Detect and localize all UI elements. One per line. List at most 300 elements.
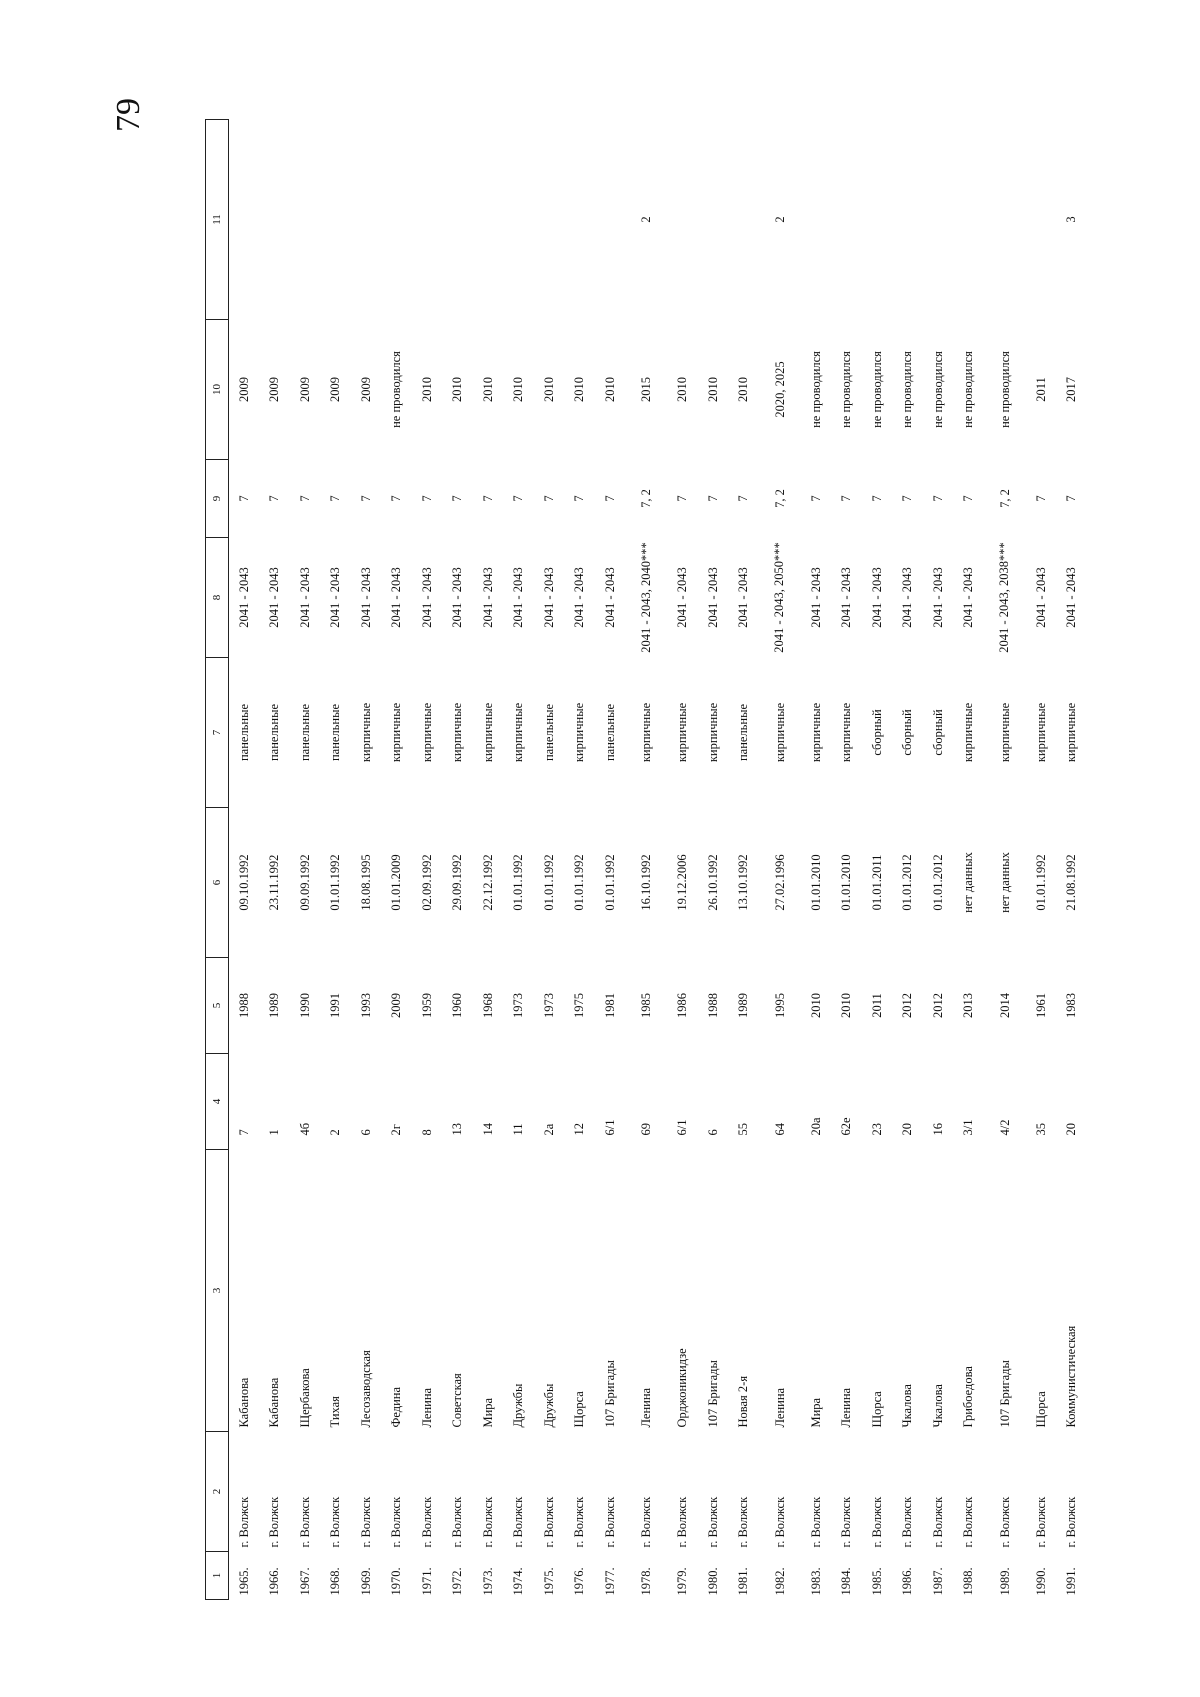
date-cell: нет данных [961,852,976,913]
city-cell: г. Волжск [358,1496,373,1548]
period-cell: 2041 - 2043 [389,567,404,628]
street-cell: Дружбы [511,1383,526,1428]
city-cell: г. Волжск [1033,1496,1048,1548]
date-cell: нет данных [997,852,1012,913]
build-year-cell: 1995 [772,993,787,1018]
table-row [729,120,760,1600]
wall-material-cell: панельные [236,703,251,762]
housing-table-rotated [205,120,1087,1600]
col9-cell: 7 [389,495,404,502]
col11-cell [1026,120,1057,320]
build-year-cell: 2014 [997,993,1012,1018]
date-cell: 26.10.1992 [705,854,720,911]
street-cell: Лесозаводская [358,1350,373,1428]
build-year-cell: 2009 [389,993,404,1018]
col9-cell: 7 [869,495,884,502]
street-cell: Новая 2-я [736,1375,751,1428]
col10-cell: 2009 [328,377,343,402]
city-cell: г. Волжск [930,1496,945,1548]
street-cell: Орджоникидзе [675,1348,690,1428]
date-cell: 01.01.1992 [328,854,343,911]
period-cell: 2041 - 2043 [900,567,915,628]
row-number: 1982. [772,1567,787,1596]
wall-material-cell: кирпичные [639,702,653,763]
row-number: 1988. [961,1567,976,1596]
period-cell: 2041 - 2043 [930,567,945,628]
city-cell: г. Волжск [572,1496,587,1548]
city-cell: г. Волжск [297,1496,312,1548]
col10-cell: не проводился [997,351,1012,428]
table-row [801,120,832,1600]
col11-cell: 3 [1064,216,1079,223]
build-year-cell: 2012 [930,993,945,1018]
col9-cell: 7, 2 [639,489,653,508]
table-row [1057,120,1088,1600]
col9-cell: 7 [419,495,434,502]
house-number-cell: 4б [297,1122,312,1136]
city-cell: г. Волжск [839,1496,854,1548]
house-number-cell: 2г [389,1124,404,1136]
col9-cell: 7 [358,495,373,502]
table-row [382,120,413,1600]
street-cell: Чкалова [930,1384,945,1428]
house-number-cell: 11 [511,1123,526,1136]
period-cell: 2041 - 2043 [736,567,751,628]
date-cell: 18.08.1995 [358,854,373,911]
house-number-cell: 6 [705,1129,720,1136]
street-cell: Тихая [328,1396,343,1428]
col9-cell: 7 [328,495,343,502]
wall-material-cell: кирпичные [839,702,854,763]
house-number-cell: 20а [808,1117,823,1136]
col10-cell: 2010 [705,377,720,402]
build-year-cell: 2013 [961,993,976,1018]
city-cell: г. Волжск [511,1496,526,1548]
house-number-cell: 55 [736,1123,751,1136]
table-row [351,120,382,1600]
table-row [260,120,291,1600]
street-cell: Кабанова [236,1377,251,1428]
row-number: 1974. [511,1567,526,1596]
col11-cell [260,120,291,320]
column-header: 2 [206,1432,229,1552]
house-number-cell: 35 [1033,1123,1048,1136]
row-number: 1970. [389,1567,404,1596]
col10-cell: 2017 [1064,377,1079,402]
street-cell: Федина [389,1386,404,1428]
date-cell: 19.12.2006 [675,854,690,911]
col10-cell: 2010 [675,377,690,402]
city-cell: г. Волжск [328,1496,343,1548]
build-year-cell: 1961 [1033,993,1048,1018]
build-year-cell: 1988 [236,993,251,1018]
column-header: 6 [206,808,229,958]
col9-cell: 7 [808,495,823,502]
date-cell: 16.10.1992 [639,854,653,911]
street-cell: Грибоедова [961,1366,976,1428]
street-cell: Мира [480,1397,495,1428]
street-cell: 107 Бригады [997,1360,1012,1428]
date-cell: 01.01.1992 [541,854,556,911]
street-cell: Дружбы [541,1383,556,1428]
table-row [504,120,535,1600]
build-year-cell: 1986 [675,993,690,1018]
period-cell: 2041 - 2043 [961,567,976,628]
house-number-cell: 6/1 [675,1119,690,1136]
build-year-cell: 1993 [358,993,373,1018]
period-cell: 2041 - 2043 [297,567,312,628]
table-row [1026,120,1057,1600]
city-cell: г. Волжск [419,1496,434,1548]
col10-cell: не проводился [930,351,945,428]
col11-cell [565,120,596,320]
wall-material-cell: сборный [869,709,884,756]
wall-material-cell: панельные [267,703,282,762]
date-cell: 09.09.1992 [297,854,312,911]
col10-cell: 2010 [602,377,617,402]
house-number-cell: 8 [419,1129,434,1136]
col10-cell: 2009 [297,377,312,402]
street-cell: Кабанова [267,1377,282,1428]
table-row [229,120,260,1600]
period-cell: 2041 - 2043, 2038*** [997,542,1012,653]
column-header: 1 [206,1552,229,1600]
col10-cell: 2009 [267,377,282,402]
street-cell: Мира [808,1397,823,1428]
col9-cell: 7, 2 [772,489,787,508]
period-cell: 2041 - 2043 [328,567,343,628]
col10-cell: 2010 [419,377,434,402]
row-number: 1979. [675,1567,690,1596]
col10-cell: 2009 [236,377,251,402]
house-number-cell: 20 [1064,1123,1079,1136]
street-cell: Щорса [869,1391,884,1428]
city-cell: г. Волжск [541,1496,556,1548]
table-row [473,120,504,1600]
col9-cell: 7 [511,495,526,502]
street-cell: Ленина [419,1387,434,1428]
period-cell: 2041 - 2043 [705,567,720,628]
col9-cell: 7 [1033,495,1048,502]
row-number: 1984. [839,1567,854,1596]
col11-cell [321,120,352,320]
date-cell: 13.10.1992 [736,854,751,911]
city-cell: г. Волжск [808,1496,823,1548]
date-cell: 22.12.1992 [480,854,495,911]
house-number-cell: 13 [450,1123,465,1136]
city-cell: г. Волжск [869,1496,884,1548]
column-header: 11 [206,120,229,320]
row-number: 1966. [267,1567,282,1596]
col10-cell: 2010 [511,377,526,402]
header-row [206,120,229,1600]
city-cell: г. Волжск [450,1496,465,1548]
build-year-cell: 2012 [900,993,915,1018]
row-number: 1981. [736,1567,751,1596]
row-number: 1985. [869,1567,884,1596]
col10-cell: 2011 [1033,377,1048,402]
street-cell: Щорса [572,1391,587,1428]
col11-cell [862,120,893,320]
table-row [321,120,352,1600]
row-number: 1991. [1064,1567,1079,1596]
house-number-cell: 6/1 [602,1119,617,1136]
build-year-cell: 2010 [808,993,823,1018]
col11-cell [954,120,985,320]
table-body [229,120,1088,1600]
date-cell: 29.09.1992 [450,854,465,911]
house-number-cell: 3/1 [961,1119,976,1136]
table-row [759,120,801,1600]
table-row [698,120,729,1600]
date-cell: 01.01.1992 [1033,854,1048,911]
wall-material-cell: сборный [930,709,945,756]
row-number: 1980. [705,1567,720,1596]
date-cell: 01.01.2009 [389,854,404,911]
date-cell: 01.01.2011 [869,854,884,911]
column-header: 5 [206,958,229,1054]
house-number-cell: 62е [839,1117,854,1136]
build-year-cell: 1985 [639,993,653,1018]
col9-cell: 7 [839,495,854,502]
col11-cell [698,120,729,320]
table-row [626,120,668,1600]
city-cell: г. Волжск [997,1496,1012,1548]
house-number-cell: 23 [869,1123,884,1136]
col10-cell: 2010 [541,377,556,402]
wall-material-cell: кирпичные [772,702,787,763]
wall-material-cell: кирпичные [450,702,465,763]
wall-material-cell: кирпичные [389,702,404,763]
wall-material-cell: кирпичные [1033,702,1048,763]
street-cell: Щербакова [297,1368,312,1428]
col10-cell: 2010 [450,377,465,402]
build-year-cell: 2010 [839,993,854,1018]
build-year-cell: 1959 [419,993,434,1018]
col11-cell [668,120,699,320]
col11-cell [832,120,863,320]
period-cell: 2041 - 2043 [808,567,823,628]
col9-cell: 7 [450,495,465,502]
row-number: 1983. [808,1567,823,1596]
table-row [984,120,1026,1600]
row-number: 1986. [900,1567,915,1596]
date-cell: 27.02.1996 [772,854,787,911]
wall-material-cell: сборный [900,709,915,756]
build-year-cell: 1990 [297,993,312,1018]
col11-cell [382,120,413,320]
col11-cell: 2 [772,216,787,223]
build-year-cell: 1968 [480,993,495,1018]
date-cell: 23.11.1992 [267,854,282,911]
build-year-cell: 1973 [511,993,526,1018]
street-cell: Щорса [1033,1391,1048,1428]
date-cell: 01.01.1992 [572,854,587,911]
wall-material-cell: кирпичные [419,702,434,763]
period-cell: 2041 - 2043 [602,567,617,628]
date-cell: 01.01.2012 [900,854,915,911]
col9-cell: 7 [267,495,282,502]
build-year-cell: 1973 [541,993,556,1018]
wall-material-cell: кирпичные [997,702,1012,763]
row-number: 1965. [236,1567,251,1596]
col10-cell: 2010 [480,377,495,402]
city-cell: г. Волжск [736,1496,751,1548]
city-cell: г. Волжск [675,1496,690,1548]
col10-cell: 2009 [358,377,373,402]
wall-material-cell: панельные [328,703,343,762]
period-cell: 2041 - 2043 [511,567,526,628]
col11-cell [443,120,474,320]
col11-cell [893,120,924,320]
table-row [534,120,565,1600]
build-year-cell: 1981 [602,993,617,1018]
col10-cell: не проводился [900,351,915,428]
table-row [862,120,893,1600]
column-header: 8 [206,538,229,658]
date-cell: 09.10.1992 [236,854,251,911]
col10-cell: не проводился [961,351,976,428]
wall-material-cell: кирпичные [675,702,690,763]
col11-cell [473,120,504,320]
col11-cell [290,120,321,320]
house-number-cell: 20 [900,1123,915,1136]
col10-cell: 2010 [736,377,751,402]
city-cell: г. Волжск [236,1496,251,1548]
col10-cell: не проводился [808,351,823,428]
col9-cell: 7 [541,495,556,502]
period-cell: 2041 - 2043 [267,567,282,628]
wall-material-cell: кирпичные [808,702,823,763]
city-cell: г. Волжск [639,1496,653,1548]
build-year-cell: 1991 [328,993,343,1018]
table-row [443,120,474,1600]
row-number: 1976. [572,1567,587,1596]
col10-cell: 2010 [572,377,587,402]
table-row [595,120,626,1600]
row-number: 1972. [450,1567,465,1596]
wall-material-cell: кирпичные [1064,702,1079,763]
city-cell: г. Волжск [772,1496,787,1548]
table-row [668,120,699,1600]
col9-cell: 7 [961,495,976,502]
table-row [832,120,863,1600]
city-cell: г. Волжск [602,1496,617,1548]
table-row [923,120,954,1600]
col11-cell [984,120,1026,320]
period-cell: 2041 - 2043 [358,567,373,628]
date-cell: 21.08.1992 [1064,854,1079,911]
build-year-cell: 1983 [1064,993,1079,1018]
house-number-cell: 16 [930,1123,945,1136]
col10-cell: не проводился [389,351,404,428]
period-cell: 2041 - 2043 [572,567,587,628]
column-header: 10 [206,320,229,460]
city-cell: г. Волжск [267,1496,282,1548]
house-number-cell: 2 [328,1129,343,1136]
period-cell: 2041 - 2043 [675,567,690,628]
build-year-cell: 1960 [450,993,465,1018]
table-row [893,120,924,1600]
house-number-cell: 6 [358,1129,373,1136]
wall-material-cell: панельные [541,703,556,762]
street-cell: Ленина [772,1387,787,1428]
row-number: 1975. [541,1567,556,1596]
col9-cell: 7 [602,495,617,502]
row-number: 1967. [297,1567,312,1596]
period-cell: 2041 - 2043 [450,567,465,628]
page-number: 79 [110,98,147,132]
wall-material-cell: панельные [297,703,312,762]
period-cell: 2041 - 2043 [419,567,434,628]
col10-cell: не проводился [869,351,884,428]
row-number: 1971. [419,1567,434,1596]
col10-cell: 2015 [639,377,653,402]
column-header: 3 [206,1150,229,1432]
col11-cell [351,120,382,320]
wall-material-cell: панельные [736,703,751,762]
col11-cell [801,120,832,320]
col10-cell: не проводился [839,351,854,428]
period-cell: 2041 - 2043 [1064,567,1079,628]
wall-material-cell: кирпичные [961,702,976,763]
date-cell: 01.01.2012 [930,854,945,911]
street-cell: 107 Бригады [705,1360,720,1428]
period-cell: 2041 - 2043, 2050*** [772,542,787,653]
house-number-cell: 4/2 [997,1119,1012,1136]
wall-material-cell: панельные [602,703,617,762]
col11-cell [504,120,535,320]
col11-cell [923,120,954,320]
street-cell: Коммунистическая [1064,1325,1079,1428]
house-number-cell: 69 [639,1123,653,1136]
table-row [954,120,985,1600]
col9-cell: 7 [1064,495,1079,502]
build-year-cell: 2011 [869,993,884,1018]
table-row [412,120,443,1600]
period-cell: 2041 - 2043 [541,567,556,628]
period-cell: 2041 - 2043, 2040*** [638,542,653,653]
col11-cell [534,120,565,320]
col11-cell [595,120,626,320]
date-cell: 01.01.1992 [602,854,617,911]
column-header: 4 [206,1054,229,1150]
city-cell: г. Волжск [961,1496,976,1548]
house-number-cell: 2а [541,1123,556,1136]
period-cell: 2041 - 2043 [869,567,884,628]
col9-cell: 7 [736,495,751,502]
col11-cell: 2 [639,216,653,223]
table-row [565,120,596,1600]
row-number: 1987. [930,1567,945,1596]
period-cell: 2041 - 2043 [1033,567,1048,628]
date-cell: 01.01.2010 [839,854,854,911]
housing-table [205,119,1087,1600]
period-cell: 2041 - 2043 [236,567,251,628]
period-cell: 2041 - 2043 [480,567,495,628]
wall-material-cell: кирпичные [705,702,720,763]
col9-cell: 7, 2 [997,489,1012,508]
col9-cell: 7 [675,495,690,502]
wall-material-cell: кирпичные [480,702,495,763]
col10-cell: 2020, 2025 [772,361,787,418]
date-cell: 01.01.1992 [511,854,526,911]
row-number: 1989. [997,1567,1012,1596]
street-cell: Советская [450,1373,465,1428]
city-cell: г. Волжск [900,1496,915,1548]
row-number: 1990. [1033,1567,1048,1596]
city-cell: г. Волжск [389,1496,404,1548]
